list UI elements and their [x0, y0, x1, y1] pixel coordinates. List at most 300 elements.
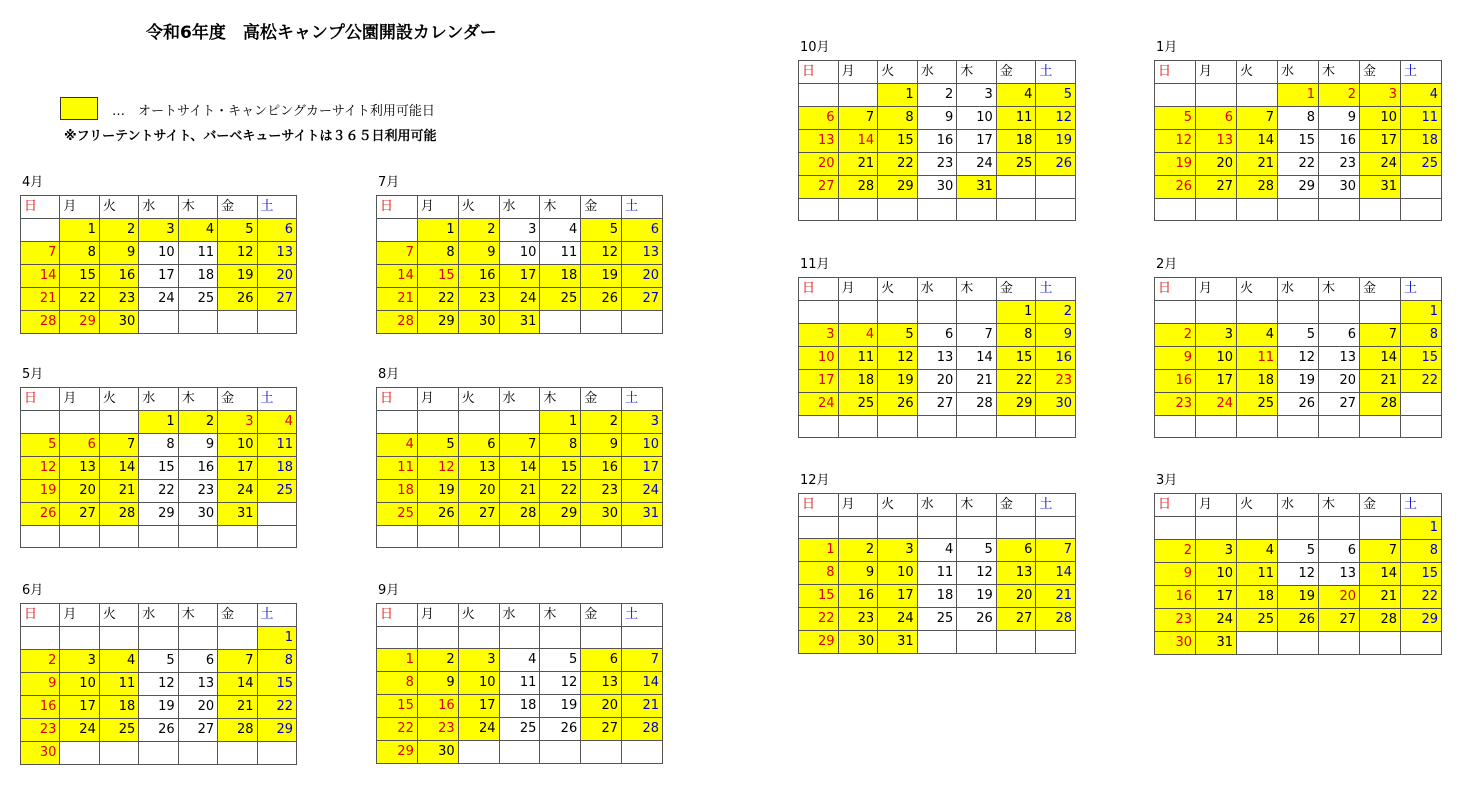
week-row: [1155, 176, 1442, 199]
day-cell: [957, 301, 997, 324]
month-calendar: [798, 40, 1076, 221]
day-cell: 7: [1036, 539, 1076, 562]
day-cell: [178, 311, 217, 334]
day-cell: 24: [458, 718, 499, 741]
weekday-header: 水: [917, 278, 957, 301]
day-cell: 27: [178, 719, 217, 742]
day-cell: 19: [581, 265, 622, 288]
weekday-header: 火: [458, 196, 499, 219]
day-cell: 30: [21, 742, 60, 765]
day-cell: 16: [458, 265, 499, 288]
day-cell: [581, 627, 622, 649]
day-cell: 21: [622, 695, 663, 718]
day-cell: 2: [1319, 84, 1360, 107]
month-title: 3月: [1156, 473, 1178, 488]
day-cell: [996, 199, 1036, 221]
day-cell: [60, 742, 99, 765]
month-calendar: [798, 473, 1076, 654]
day-cell: [1196, 301, 1237, 324]
weekday-header: 日: [1155, 278, 1196, 301]
day-cell: 9: [1319, 107, 1360, 130]
day-cell: 9: [917, 107, 957, 130]
day-cell: [257, 526, 296, 548]
day-cell: 30: [581, 503, 622, 526]
day-cell: [917, 301, 957, 324]
day-cell: 23: [458, 288, 499, 311]
day-cell: [799, 416, 839, 438]
day-cell: 29: [540, 503, 581, 526]
day-cell: 1: [377, 649, 418, 672]
day-cell: 12: [878, 347, 918, 370]
day-cell: [1278, 199, 1319, 221]
day-cell: 7: [957, 324, 997, 347]
weekday-header: 土: [1401, 61, 1442, 84]
day-cell: 2: [21, 650, 60, 673]
day-cell: 17: [957, 130, 997, 153]
day-cell: [1319, 199, 1360, 221]
day-cell: [499, 526, 540, 548]
day-cell: 17: [878, 585, 918, 608]
day-cell: 5: [1278, 540, 1319, 563]
week-row: [377, 672, 663, 695]
day-cell: 22: [1401, 586, 1442, 609]
day-cell: [218, 311, 257, 334]
month-table: [20, 603, 297, 765]
day-cell: 3: [799, 324, 839, 347]
day-cell: 28: [99, 503, 138, 526]
day-cell: 10: [957, 107, 997, 130]
weekday-header: 火: [1237, 61, 1278, 84]
page-title: 令和6年度 高松キャンプ公園開設カレンダー: [146, 23, 497, 43]
day-cell: 22: [540, 480, 581, 503]
weekday-header: 火: [99, 196, 138, 219]
month-title: 11月: [800, 257, 830, 272]
day-cell: 27: [622, 288, 663, 311]
weekday-header: 水: [499, 196, 540, 219]
weekday-header-row: [377, 388, 663, 411]
day-cell: 29: [799, 631, 839, 654]
weekday-header-row: [21, 604, 297, 627]
day-cell: 1: [257, 627, 296, 650]
day-cell: 18: [377, 480, 418, 503]
day-cell: 26: [1278, 393, 1319, 416]
day-cell: 18: [178, 265, 217, 288]
weekday-header: 火: [878, 61, 918, 84]
day-cell: 26: [540, 718, 581, 741]
month-title: 8月: [378, 367, 400, 382]
weekday-header: 金: [1360, 61, 1401, 84]
day-cell: 4: [99, 650, 138, 673]
day-cell: 15: [377, 695, 418, 718]
day-cell: 14: [99, 457, 138, 480]
day-cell: 28: [622, 718, 663, 741]
day-cell: [1278, 517, 1319, 540]
day-cell: 6: [178, 650, 217, 673]
day-cell: [377, 526, 418, 548]
day-cell: [458, 526, 499, 548]
week-row: [21, 742, 297, 765]
day-cell: 11: [1237, 563, 1278, 586]
day-cell: 15: [540, 457, 581, 480]
day-cell: 8: [1401, 324, 1442, 347]
day-cell: 12: [957, 562, 997, 585]
day-cell: 8: [1401, 540, 1442, 563]
weekday-header: 火: [99, 604, 138, 627]
weekday-header: 火: [878, 278, 918, 301]
day-cell: 19: [957, 585, 997, 608]
weekday-header: 火: [458, 604, 499, 627]
day-cell: 14: [499, 457, 540, 480]
day-cell: [1401, 632, 1442, 655]
month-calendar: [20, 175, 297, 334]
day-cell: 5: [1155, 107, 1196, 130]
week-row: [1155, 393, 1442, 416]
weekday-header-row: [799, 278, 1076, 301]
weekday-header: 水: [1278, 494, 1319, 517]
day-cell: 15: [1401, 563, 1442, 586]
day-cell: 4: [499, 649, 540, 672]
week-row: [21, 719, 297, 742]
day-cell: 29: [60, 311, 99, 334]
day-cell: 9: [1155, 347, 1196, 370]
week-row: [1155, 84, 1442, 107]
day-cell: 9: [838, 562, 878, 585]
month-title: 5月: [22, 367, 44, 382]
weekday-header: 木: [540, 196, 581, 219]
weekday-header-row: [1155, 61, 1442, 84]
weekday-header: 土: [1401, 278, 1442, 301]
day-cell: 2: [458, 219, 499, 242]
day-cell: 25: [1237, 393, 1278, 416]
day-cell: 17: [1196, 586, 1237, 609]
week-row: [1155, 416, 1442, 438]
day-cell: 23: [417, 718, 458, 741]
day-cell: [878, 301, 918, 324]
week-row: [799, 107, 1076, 130]
day-cell: [1278, 416, 1319, 438]
month-title: 1月: [1156, 40, 1178, 55]
day-cell: 18: [99, 696, 138, 719]
day-cell: 1: [1401, 517, 1442, 540]
weekday-header: 金: [996, 494, 1036, 517]
weekday-header: 土: [622, 604, 663, 627]
day-cell: 25: [99, 719, 138, 742]
day-cell: 24: [622, 480, 663, 503]
day-cell: [60, 411, 99, 434]
weekday-header: 水: [1278, 278, 1319, 301]
week-row: [799, 347, 1076, 370]
day-cell: [957, 416, 997, 438]
day-cell: 8: [60, 242, 99, 265]
day-cell: 20: [458, 480, 499, 503]
day-cell: 23: [838, 608, 878, 631]
weekday-header: 月: [1196, 494, 1237, 517]
month-calendar: [798, 257, 1076, 438]
day-cell: 21: [1360, 370, 1401, 393]
day-cell: [499, 741, 540, 764]
day-cell: [838, 84, 878, 107]
day-cell: [1319, 632, 1360, 655]
day-cell: 3: [1196, 324, 1237, 347]
day-cell: 24: [1196, 609, 1237, 632]
day-cell: 10: [139, 242, 178, 265]
day-cell: [1036, 631, 1076, 654]
day-cell: 13: [458, 457, 499, 480]
day-cell: 6: [458, 434, 499, 457]
day-cell: 22: [1278, 153, 1319, 176]
day-cell: 9: [21, 673, 60, 696]
day-cell: 19: [540, 695, 581, 718]
weekday-header: 木: [1319, 278, 1360, 301]
day-cell: [178, 742, 217, 765]
day-cell: 10: [499, 242, 540, 265]
day-cell: [1237, 199, 1278, 221]
week-row: [1155, 609, 1442, 632]
day-cell: 28: [218, 719, 257, 742]
day-cell: 13: [60, 457, 99, 480]
day-cell: [996, 631, 1036, 654]
day-cell: [878, 517, 918, 539]
day-cell: 27: [1319, 393, 1360, 416]
day-cell: 7: [218, 650, 257, 673]
day-cell: 4: [996, 84, 1036, 107]
week-row: [799, 517, 1076, 539]
month-table: [798, 277, 1076, 438]
weekday-header: 日: [1155, 61, 1196, 84]
weekday-header: 土: [622, 196, 663, 219]
weekday-header: 金: [218, 196, 257, 219]
day-cell: 29: [996, 393, 1036, 416]
day-cell: [957, 199, 997, 221]
month-table: [376, 195, 663, 334]
day-cell: [581, 526, 622, 548]
day-cell: 18: [1237, 370, 1278, 393]
day-cell: 7: [21, 242, 60, 265]
week-row: [377, 718, 663, 741]
month-table: [798, 493, 1076, 654]
day-cell: 5: [1278, 324, 1319, 347]
week-row: [377, 741, 663, 764]
day-cell: [1360, 416, 1401, 438]
weekday-header: 木: [957, 61, 997, 84]
day-cell: 4: [1237, 324, 1278, 347]
day-cell: [1196, 199, 1237, 221]
day-cell: 7: [622, 649, 663, 672]
day-cell: 13: [1319, 347, 1360, 370]
day-cell: 2: [417, 649, 458, 672]
day-cell: 4: [838, 324, 878, 347]
week-row: [1155, 586, 1442, 609]
week-row: [377, 411, 663, 434]
day-cell: [917, 199, 957, 221]
week-row: [21, 434, 297, 457]
day-cell: [417, 411, 458, 434]
day-cell: [799, 84, 839, 107]
day-cell: 16: [917, 130, 957, 153]
day-cell: [838, 199, 878, 221]
day-cell: 24: [218, 480, 257, 503]
weekday-header: 水: [1278, 61, 1319, 84]
day-cell: 6: [60, 434, 99, 457]
month-calendar: [20, 583, 297, 765]
day-cell: 3: [218, 411, 257, 434]
day-cell: 22: [996, 370, 1036, 393]
day-cell: 14: [622, 672, 663, 695]
week-row: [799, 416, 1076, 438]
day-cell: 3: [622, 411, 663, 434]
day-cell: 13: [917, 347, 957, 370]
day-cell: [21, 526, 60, 548]
day-cell: [878, 416, 918, 438]
legend-swatch: [60, 97, 98, 120]
weekday-header-row: [799, 61, 1076, 84]
day-cell: 30: [417, 741, 458, 764]
day-cell: 11: [540, 242, 581, 265]
day-cell: 30: [99, 311, 138, 334]
day-cell: [1155, 84, 1196, 107]
day-cell: [917, 631, 957, 654]
day-cell: [622, 311, 663, 334]
day-cell: [99, 742, 138, 765]
month-table: [1154, 277, 1442, 438]
day-cell: 5: [139, 650, 178, 673]
day-cell: 27: [799, 176, 839, 199]
weekday-header: 月: [60, 388, 99, 411]
month-calendar: [376, 175, 663, 334]
day-cell: 16: [1155, 370, 1196, 393]
day-cell: 15: [139, 457, 178, 480]
week-row: [21, 311, 297, 334]
weekday-header: 月: [417, 604, 458, 627]
day-cell: 12: [21, 457, 60, 480]
day-cell: 5: [878, 324, 918, 347]
day-cell: [799, 301, 839, 324]
day-cell: 2: [1036, 301, 1076, 324]
day-cell: 22: [139, 480, 178, 503]
day-cell: [21, 627, 60, 650]
day-cell: 14: [957, 347, 997, 370]
month-table: [376, 387, 663, 548]
week-row: [1155, 107, 1442, 130]
day-cell: 1: [139, 411, 178, 434]
day-cell: [60, 526, 99, 548]
day-cell: 13: [622, 242, 663, 265]
weekday-header: 木: [1319, 61, 1360, 84]
weekday-header: 木: [178, 604, 217, 627]
day-cell: 20: [178, 696, 217, 719]
day-cell: 1: [417, 219, 458, 242]
day-cell: [257, 311, 296, 334]
day-cell: 8: [996, 324, 1036, 347]
day-cell: 6: [1319, 324, 1360, 347]
day-cell: 22: [257, 696, 296, 719]
day-cell: 24: [139, 288, 178, 311]
day-cell: 27: [458, 503, 499, 526]
day-cell: 12: [581, 242, 622, 265]
day-cell: 21: [838, 153, 878, 176]
day-cell: 13: [257, 242, 296, 265]
month-calendar: [1154, 257, 1442, 438]
day-cell: 18: [540, 265, 581, 288]
day-cell: 13: [1196, 130, 1237, 153]
day-cell: [139, 627, 178, 650]
weekday-header: 月: [60, 604, 99, 627]
day-cell: [1155, 199, 1196, 221]
day-cell: 27: [917, 393, 957, 416]
day-cell: 31: [1196, 632, 1237, 655]
day-cell: 30: [458, 311, 499, 334]
day-cell: [377, 411, 418, 434]
day-cell: 19: [1278, 586, 1319, 609]
weekday-header: 金: [581, 604, 622, 627]
day-cell: 12: [540, 672, 581, 695]
week-row: [799, 84, 1076, 107]
day-cell: 21: [99, 480, 138, 503]
weekday-header-row: [1155, 278, 1442, 301]
day-cell: [1237, 301, 1278, 324]
day-cell: 9: [1036, 324, 1076, 347]
day-cell: 18: [1401, 130, 1442, 153]
day-cell: 8: [257, 650, 296, 673]
weekday-header-row: [21, 388, 297, 411]
day-cell: 20: [581, 695, 622, 718]
week-row: [1155, 540, 1442, 563]
day-cell: 8: [417, 242, 458, 265]
day-cell: 20: [1319, 370, 1360, 393]
day-cell: [1278, 301, 1319, 324]
day-cell: 16: [21, 696, 60, 719]
day-cell: 5: [581, 219, 622, 242]
day-cell: 20: [996, 585, 1036, 608]
day-cell: 19: [1036, 130, 1076, 153]
day-cell: 14: [21, 265, 60, 288]
day-cell: [21, 219, 60, 242]
legend-label: … オートサイト・キャンピングカーサイト利用可能日: [112, 104, 435, 119]
day-cell: [218, 627, 257, 650]
weekday-header: 日: [377, 388, 418, 411]
day-cell: 7: [1360, 540, 1401, 563]
day-cell: 26: [139, 719, 178, 742]
week-row: [21, 457, 297, 480]
day-cell: 20: [257, 265, 296, 288]
day-cell: 28: [1360, 393, 1401, 416]
day-cell: [377, 219, 418, 242]
day-cell: [540, 741, 581, 764]
week-row: [21, 219, 297, 242]
week-row: [377, 219, 663, 242]
day-cell: [139, 311, 178, 334]
day-cell: 26: [218, 288, 257, 311]
week-row: [21, 696, 297, 719]
day-cell: 21: [218, 696, 257, 719]
day-cell: 6: [1196, 107, 1237, 130]
day-cell: 1: [60, 219, 99, 242]
weekday-header: 日: [799, 494, 839, 517]
week-row: [1155, 347, 1442, 370]
day-cell: [139, 742, 178, 765]
day-cell: 11: [996, 107, 1036, 130]
week-row: [21, 411, 297, 434]
day-cell: 22: [1401, 370, 1442, 393]
day-cell: 2: [99, 219, 138, 242]
month-calendar: [376, 583, 663, 764]
week-row: [377, 457, 663, 480]
day-cell: 30: [1155, 632, 1196, 655]
day-cell: 18: [257, 457, 296, 480]
day-cell: [540, 627, 581, 649]
day-cell: 23: [1036, 370, 1076, 393]
day-cell: 26: [417, 503, 458, 526]
